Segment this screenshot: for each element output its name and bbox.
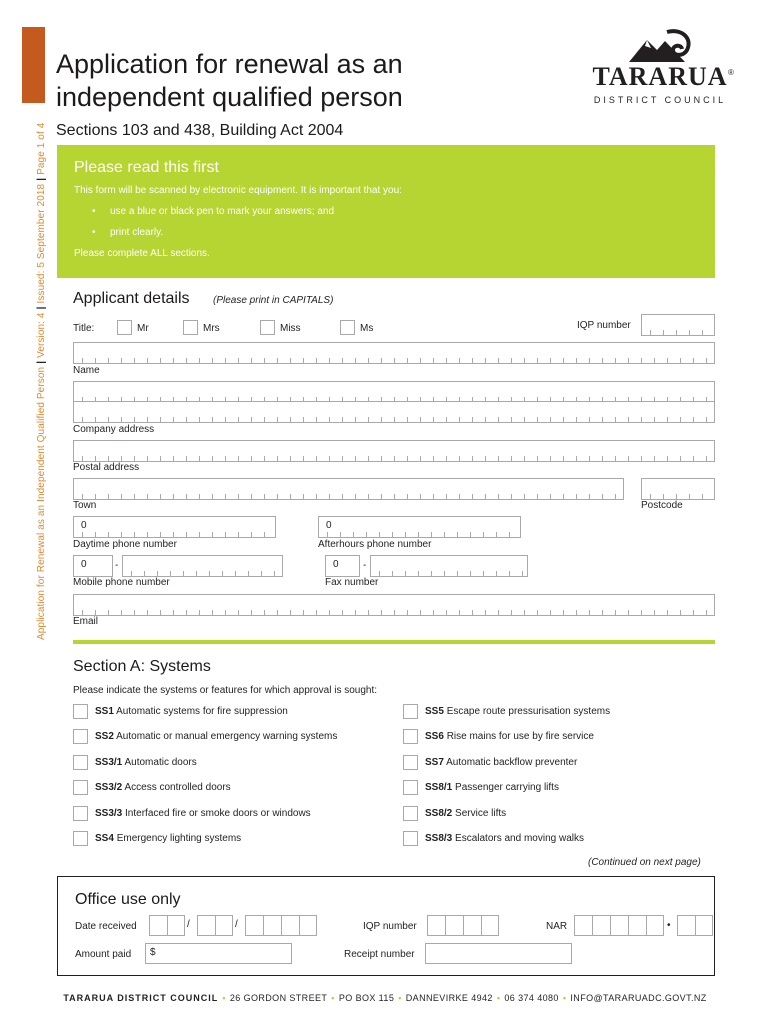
title-mrs-checkbox[interactable]: [183, 320, 198, 335]
iqp-number-label: IQP number: [577, 320, 631, 331]
mobile-phone-label: Mobile phone number: [73, 577, 170, 588]
side-form-info: Application for Renewal as an Independent Qualified Person|Version: 4|Issued: 5 September 2018|Page 1 of 4: [36, 122, 47, 640]
system-checkbox[interactable]: [73, 831, 88, 846]
system-item: SS6 Rise mains for use by fire service: [425, 731, 594, 742]
notice-panel: [57, 145, 715, 278]
company-address-field-line2[interactable]: [73, 401, 715, 423]
daytime-phone-label: Daytime phone number: [73, 539, 177, 550]
logo-subtitle: DISTRICT COUNCIL: [593, 95, 727, 105]
system-checkbox[interactable]: [73, 729, 88, 744]
system-checkbox[interactable]: [73, 780, 88, 795]
system-item: SS8/2 Service lifts: [425, 808, 507, 819]
title-mr-label: Mr: [137, 323, 149, 334]
notice-outro: Please complete ALL sections.: [74, 248, 210, 259]
system-item: SS3/1 Automatic doors: [95, 757, 197, 768]
system-checkbox[interactable]: [403, 831, 418, 846]
postcode-field[interactable]: [641, 478, 715, 500]
footer-email[interactable]: INFO@TARARUADC.GOVT.NZ: [570, 993, 707, 1003]
system-checkbox[interactable]: [403, 806, 418, 821]
title-mrs-label: Mrs: [203, 323, 220, 334]
system-checkbox[interactable]: [403, 704, 418, 719]
system-item: SS8/3 Escalators and moving walks: [425, 833, 584, 844]
continued-note: (Continued on next page): [588, 857, 701, 868]
system-checkbox[interactable]: [73, 806, 88, 821]
date-slash: /: [187, 919, 190, 930]
name-label: Name: [73, 365, 100, 376]
nar-label: NAR: [546, 921, 568, 932]
email-label: Email: [73, 616, 99, 627]
company-address-field-line1[interactable]: [73, 381, 715, 403]
town-field[interactable]: [73, 478, 624, 500]
logo-wordmark: TARARUA: [592, 62, 728, 91]
page-title: Application for renewal as an independent qualified person: [56, 49, 403, 112]
postal-address-field[interactable]: [73, 440, 715, 462]
date-month-field[interactable]: [197, 915, 233, 936]
mobile-prefix-field[interactable]: 0: [73, 555, 113, 577]
system-item: SS1 Automatic systems for fire suppression: [95, 706, 288, 717]
postal-address-label: Postal address: [73, 462, 140, 473]
title-miss-checkbox[interactable]: [260, 320, 275, 335]
section-divider: [73, 640, 715, 644]
footer-phone: 06 374 4080: [504, 993, 559, 1003]
office-use-panel: [57, 876, 715, 976]
date-slash: /: [235, 919, 238, 930]
footer-town: DANNEVIRKE 4942: [405, 993, 493, 1003]
nar-field-part2[interactable]: [677, 915, 713, 936]
system-item: SS3/3 Interfaced fire or smoke doors or windows: [95, 808, 311, 819]
side-issued: Issued: 5 September 2018: [36, 183, 47, 304]
iqp-number-field[interactable]: [641, 314, 715, 336]
system-checkbox[interactable]: [403, 729, 418, 744]
side-version: Version: 4: [36, 312, 47, 358]
applicant-section-title: Applicant details: [73, 290, 190, 307]
email-field[interactable]: [73, 594, 715, 616]
system-checkbox[interactable]: [73, 755, 88, 770]
receipt-number-label: Receipt number: [344, 949, 415, 960]
office-title: Office use only: [75, 891, 181, 908]
page-subtitle: Sections 103 and 438, Building Act 2004: [56, 122, 344, 139]
title-miss-label: Miss: [280, 323, 301, 334]
footer-contact: TARARUA DISTRICT COUNCIL • 26 GORDON STREET • PO BOX 115 • DANNEVIRKE 4942 • 06 374 4080 • INFO@TARARUADC.GOVT.NZ: [63, 993, 707, 1003]
system-checkbox[interactable]: [403, 755, 418, 770]
notice-bullet: • print clearly.: [92, 227, 164, 238]
footer-address: 26 GORDON STREET: [229, 993, 328, 1003]
title-label: Title:: [73, 323, 95, 334]
title-ms-checkbox[interactable]: [340, 320, 355, 335]
footer-council: TARARUA DISTRICT COUNCIL: [63, 993, 219, 1003]
fax-dash: -: [363, 560, 367, 571]
systems-section-title: Section A: Systems: [73, 658, 211, 675]
amount-paid-field[interactable]: $: [145, 943, 292, 964]
date-received-label: Date received: [75, 921, 137, 932]
afterhours-phone-label: Afterhours phone number: [318, 539, 432, 550]
systems-intro: Please indicate the systems or features for which approval is sought:: [73, 685, 378, 696]
afterhours-phone-field[interactable]: 0: [318, 516, 521, 538]
system-checkbox[interactable]: [73, 704, 88, 719]
title-mr-checkbox[interactable]: [117, 320, 132, 335]
date-year-field[interactable]: [245, 915, 317, 936]
footer-po-box: PO BOX 115: [338, 993, 395, 1003]
side-page: Page 1 of 4: [36, 122, 47, 175]
system-item: SS5 Escape route pressurisation systems: [425, 706, 611, 717]
notice-bullet: • use a blue or black pen to mark your answers; and: [92, 206, 335, 217]
daytime-phone-field[interactable]: 0: [73, 516, 276, 538]
postcode-label: Postcode: [641, 500, 683, 511]
nar-field-part1[interactable]: [574, 915, 664, 936]
date-day-field[interactable]: [149, 915, 185, 936]
logo-registered-mark: ®: [728, 68, 734, 77]
mobile-dash: -: [115, 560, 119, 571]
notice-intro: This form will be scanned by electronic equipment. It is important that you:: [74, 185, 402, 196]
fax-number-label: Fax number: [325, 577, 379, 588]
capitals-note: (Please print in CAPITALS): [213, 295, 334, 306]
receipt-number-field[interactable]: [425, 943, 572, 964]
notice-title: Please read this first: [74, 159, 219, 176]
system-item: SS4 Emergency lighting systems: [95, 833, 242, 844]
name-field[interactable]: [73, 342, 715, 364]
town-label: Town: [73, 500, 97, 511]
fax-prefix-field[interactable]: 0: [325, 555, 360, 577]
system-item: SS7 Automatic backflow preventer: [425, 757, 578, 768]
mobile-number-field[interactable]: [122, 555, 283, 577]
office-iqp-field[interactable]: [427, 915, 499, 936]
title-ms-label: Ms: [360, 323, 374, 334]
fax-number-field[interactable]: [370, 555, 528, 577]
amount-paid-label: Amount paid: [75, 949, 132, 960]
system-item: SS2 Automatic or manual emergency warning systems: [95, 731, 338, 742]
system-checkbox[interactable]: [403, 780, 418, 795]
office-iqp-label: IQP number: [363, 921, 417, 932]
system-item: SS8/1 Passenger carrying lifts: [425, 782, 559, 793]
system-item: SS3/2 Access controlled doors: [95, 782, 231, 793]
company-address-label: Company address: [73, 424, 155, 435]
nar-dot: •: [667, 920, 671, 931]
side-color-bar: [22, 27, 45, 103]
side-form-name: Application for Renewal as an Independent Qualified Person: [36, 366, 47, 640]
